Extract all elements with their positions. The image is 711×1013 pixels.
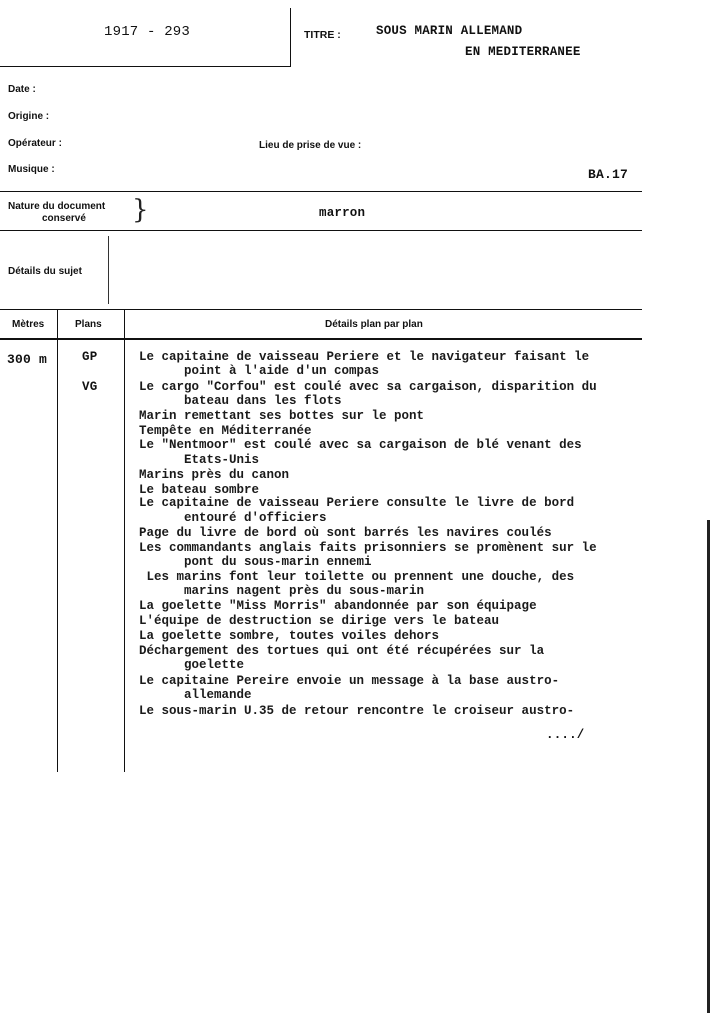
detail-line: L'équipe de destruction se dirige vers le bateau — [139, 614, 500, 628]
metres-value: 300 m — [7, 352, 48, 367]
title-line-2: EN MEDITERRANEE — [465, 45, 581, 59]
nature-brace: } — [132, 195, 149, 225]
plan-value-1: GP — [82, 350, 98, 364]
detail-line: La goelette "Miss Morris" abandonnée par son équipage — [139, 599, 537, 613]
title-line-1: SOUS MARIN ALLEMAND — [376, 24, 523, 38]
details-sujet-bracket — [108, 236, 109, 304]
detail-line: Le sous-marin U.35 de retour rencontre le croiseur austro- — [139, 704, 575, 718]
detail-line: Le capitaine de vaisseau Periere consulte le livre de bord — [139, 496, 575, 510]
detail-line: Page du livre de bord où sont barrés les navires coulés — [139, 526, 552, 540]
details-sujet-label: Détails du sujet — [8, 266, 82, 277]
archive-code: BA.17 — [588, 167, 629, 182]
detail-line: Le capitaine de vaisseau Periere et le navigateur faisant le — [139, 350, 590, 364]
header-divider-horizontal — [0, 66, 291, 67]
title-label: TITRE : — [304, 29, 341, 41]
rule-1 — [0, 191, 642, 192]
rule-3 — [0, 309, 642, 310]
detail-line: Le capitaine Pereire envoie un message à la base austro- — [139, 674, 560, 688]
detail-line: allemande — [139, 688, 252, 702]
origine-label: Origine : — [8, 111, 50, 122]
col-header-details: Détails plan par plan — [325, 319, 423, 330]
detail-line: Les marins font leur toilette ou prennent une douche, des — [139, 570, 575, 584]
detail-line: entouré d'officiers — [139, 511, 327, 525]
column-divider-1 — [57, 310, 58, 772]
detail-line: Déchargement des tortues qui ont été récupérées sur la — [139, 644, 545, 658]
page-edge — [707, 520, 710, 1013]
col-header-metres: Mètres — [12, 319, 45, 330]
detail-line: pont du sous-marin ennemi — [139, 555, 372, 569]
detail-line: point à l'aide d'un compas — [139, 364, 380, 378]
detail-line: Le cargo "Corfou" est coulé avec sa cargaison, disparition du — [139, 380, 597, 394]
detail-line: Marin remettant ses bottes sur le pont — [139, 409, 425, 423]
nature-label-1: Nature du document — [8, 201, 106, 212]
detail-line: Tempête en Méditerranée — [139, 424, 312, 438]
musique-label: Musique : — [8, 164, 55, 175]
detail-line: La goelette sombre, toutes voiles dehors — [139, 629, 440, 643]
continuation-mark: ..../ — [546, 728, 585, 742]
nature-value: marron — [319, 206, 366, 220]
lieu-label: Lieu de prise de vue : — [259, 140, 362, 151]
detail-line: marins nagent près du sous-marin — [139, 584, 425, 598]
detail-line: Le "Nentmoor" est coulé avec sa cargaison de blé venant des — [139, 438, 582, 452]
date-label: Date : — [8, 84, 36, 95]
plan-value-2: VG — [82, 380, 98, 394]
detail-line: bateau dans les flots — [139, 394, 342, 408]
detail-line: Marins près du canon — [139, 468, 290, 482]
nature-label-2: conservé — [42, 213, 86, 224]
detail-line: Les commandants anglais faits prisonniers se promènent sur le — [139, 541, 597, 555]
document-reference: 1917 - 293 — [104, 24, 191, 40]
rule-4 — [0, 338, 642, 340]
rule-2 — [0, 230, 642, 231]
detail-line: goelette — [139, 658, 245, 672]
detail-line: Le bateau sombre — [139, 483, 260, 497]
column-divider-2 — [124, 310, 125, 772]
col-header-plans: Plans — [75, 319, 102, 330]
header-divider-vertical — [290, 8, 291, 66]
detail-line: Etats-Unis — [139, 453, 260, 467]
operateur-label: Opérateur : — [8, 138, 62, 149]
